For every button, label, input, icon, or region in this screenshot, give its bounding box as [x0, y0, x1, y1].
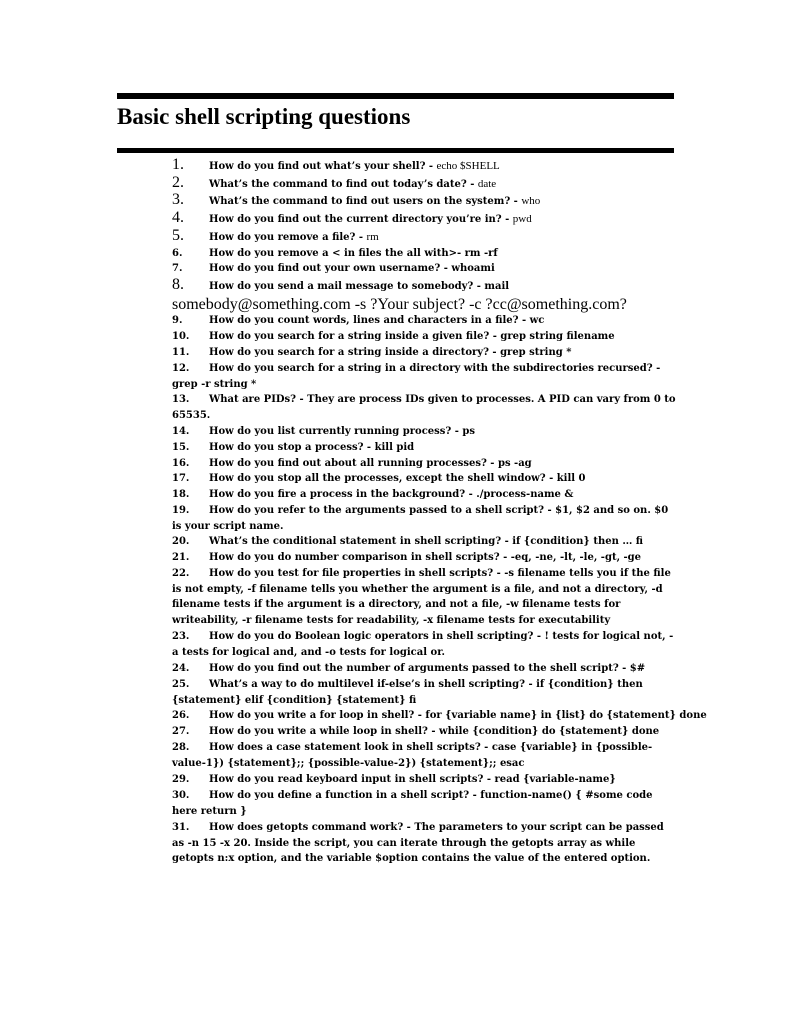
question-answer: $# [629, 663, 646, 674]
question-answer: rm [366, 231, 379, 243]
question-text: How do you remove a < in files the all with>- [209, 248, 465, 259]
question-answer: kill pid [374, 442, 415, 453]
question-answer: grep -r string * [172, 378, 257, 390]
question-text: What’s the command to find out today’s date? - [209, 179, 478, 190]
question-number: 14. [172, 426, 190, 437]
question-text: What’s a way to do multilevel if-else’s in shell scripting? - [209, 679, 537, 690]
question-answer: wc [529, 315, 545, 326]
question-number: 17. [172, 473, 190, 484]
question-text: How do you search for a string inside a directory? - [209, 347, 501, 358]
question-number: 28. [172, 742, 190, 753]
question-answer: read {variable-name} [494, 774, 616, 785]
question-answer: $1, $2 and so on. $0 is your script name. [172, 505, 669, 532]
question-item [172, 566, 676, 629]
question-answer: ./process-name & [476, 489, 574, 500]
question-answer: who [521, 195, 541, 207]
question-answer: while {condition} do {statement} done [439, 726, 660, 737]
question-item [172, 424, 676, 440]
question-number: 27. [172, 726, 190, 737]
question-item [172, 440, 676, 456]
question-answer: case {variable} in {possible-value-1}) {statement};; {possible-value-2}) {statement};; esac [172, 742, 653, 769]
question-answer: -s filename tells you if the file is not empty, -f filename tells you whether the argument is a file, and not a directory, -d filename tests if the argument is a directory, and not a file, -w filename tests for writeability, -r filename tests for readability, -x filename tests for executability [172, 568, 671, 627]
question-number: 25. [172, 679, 190, 690]
question-answer: date [477, 178, 497, 190]
question-text: How do you write a for loop in shell? - [209, 710, 426, 721]
question-number: 15. [172, 442, 190, 453]
question-number: 19. [172, 505, 190, 516]
question-item [172, 228, 676, 246]
question-answer: for {variable name} in {list} do {statement} done [425, 710, 707, 721]
question-item [172, 487, 676, 503]
question-answer: ps [462, 426, 476, 437]
question-item [172, 629, 676, 660]
question-number: 20. [172, 536, 190, 547]
question-number: 4. [172, 209, 184, 226]
question-answer: somebody@something.com -s ?Your subject? -c ?cc@something.com? [172, 296, 627, 313]
question-text: How do you search for a string inside a given file? - [209, 331, 501, 342]
question-number: 2. [172, 174, 184, 191]
question-answer: rm -rf [464, 248, 498, 259]
question-answer: ps -ag [497, 458, 532, 469]
question-answer: whoami [451, 263, 495, 274]
question-number: 13. [172, 394, 190, 405]
question-text: What’s the conditional statement in shell scripting? - [209, 536, 513, 547]
question-number: 23. [172, 631, 190, 642]
question-item [172, 313, 676, 329]
question-number: 29. [172, 774, 190, 785]
question-answer: kill 0 [556, 473, 586, 484]
question-answer: grep string filename [500, 331, 615, 342]
question-number: 24. [172, 663, 190, 674]
question-text: How do you find out what’s your shell? - [209, 161, 437, 172]
question-item [172, 503, 676, 534]
question-number: 31. [172, 822, 190, 833]
question-item [172, 175, 676, 193]
question-text: How do you find out your own username? - [209, 263, 452, 274]
question-number: 21. [172, 552, 190, 563]
question-item [172, 329, 676, 345]
question-item [172, 534, 676, 550]
question-text: How do you stop all the processes, except the shell window? - [209, 473, 557, 484]
question-number: 7. [172, 263, 183, 274]
question-number: 22. [172, 568, 190, 579]
question-item [172, 772, 676, 788]
question-text: How do you search for a string in a directory with the subdirectories recursed? - [209, 363, 661, 374]
question-number: 16. [172, 458, 190, 469]
question-item [172, 740, 676, 771]
question-item [172, 471, 676, 487]
top-rule [117, 93, 674, 99]
title-underline-rule [117, 148, 674, 153]
question-text: How do you fire a process in the background? - [209, 489, 477, 500]
question-text: How do you list currently running process? - [209, 426, 463, 437]
question-answer: pwd [512, 213, 532, 225]
question-text: How do you find out the number of arguments passed to the shell script? - [209, 663, 630, 674]
question-number: 8. [172, 276, 184, 293]
question-text: How do you remove a file? - [209, 232, 367, 243]
question-number: 9. [172, 315, 183, 326]
question-number: 12. [172, 363, 190, 374]
question-item [172, 261, 676, 277]
question-text: How does getopts command work? - [209, 822, 415, 833]
question-number: 3. [172, 191, 184, 208]
question-item [172, 157, 676, 175]
question-item [172, 456, 676, 472]
question-number: 10. [172, 331, 190, 342]
question-item [172, 192, 676, 210]
question-answer: They are process IDs given to processes. A PID can vary from 0 to 65535. [172, 394, 676, 421]
question-text: How does a case statement look in shell scripts? - [209, 742, 492, 753]
question-answer: ! tests for logical not, -a tests for logical and, and -o tests for logical or. [172, 631, 674, 658]
question-item [172, 724, 676, 740]
question-text: How do you find out the current directory you’re in? - [209, 214, 513, 225]
question-number: 1. [172, 156, 184, 173]
question-text: How do you count words, lines and characters in a file? - [209, 315, 530, 326]
question-answer: if {condition} then … fi [512, 536, 644, 547]
question-number: 18. [172, 489, 190, 500]
question-item [172, 708, 707, 724]
question-text: How do you do number comparison in shell scripts? - [209, 552, 511, 563]
question-text: How do you test for file properties in shell scripts? - [209, 568, 505, 579]
question-item [172, 820, 676, 867]
question-item [172, 361, 676, 392]
question-item [172, 661, 676, 677]
question-item [172, 392, 676, 423]
question-text: How do you write a while loop in shell? - [209, 726, 439, 737]
question-item [172, 276, 676, 316]
question-answer: grep string * [500, 347, 572, 358]
question-item [172, 550, 676, 566]
question-text: What are PIDs? - [209, 394, 308, 405]
question-text: How do you send a mail message to somebody? - mail [209, 281, 510, 292]
question-text: How do you read keyboard input in shell scripts? - [209, 774, 495, 785]
question-text: How do you do Boolean logic operators in shell scripting? - [209, 631, 545, 642]
question-item [172, 345, 676, 361]
question-item [172, 788, 676, 819]
question-item [172, 210, 676, 228]
page-title: Basic shell scripting questions [117, 104, 411, 129]
question-item [172, 246, 676, 262]
question-number: 6. [172, 248, 183, 259]
question-number: 11. [172, 347, 190, 358]
question-number: 30. [172, 790, 190, 801]
question-text: What’s the command to find out users on the system? - [209, 196, 522, 207]
question-answer: The parameters to your script can be passed as -n 15 -x 20. Inside the script, you can iterate through the getopts array as while getopts n:x option, and the variable $option contains the value of the entered option. [172, 822, 664, 865]
question-answer: echo $SHELL [436, 160, 500, 172]
question-answer: if {condition} then {statement} elif {condition} {statement} fi [172, 679, 643, 706]
question-answer: -eq, -ne, -lt, -le, -gt, -ge [510, 552, 642, 563]
question-number: 5. [172, 227, 184, 244]
question-number: 26. [172, 710, 190, 721]
question-item [172, 677, 676, 708]
question-answer: function-name() { #some code here return } [172, 790, 653, 817]
question-text: How do you stop a process? - [209, 442, 375, 453]
question-text: How do you find out about all running processes? - [209, 458, 498, 469]
question-text: How do you refer to the arguments passed to a shell script? - [209, 505, 556, 516]
question-text: How do you define a function in a shell script? - [209, 790, 481, 801]
